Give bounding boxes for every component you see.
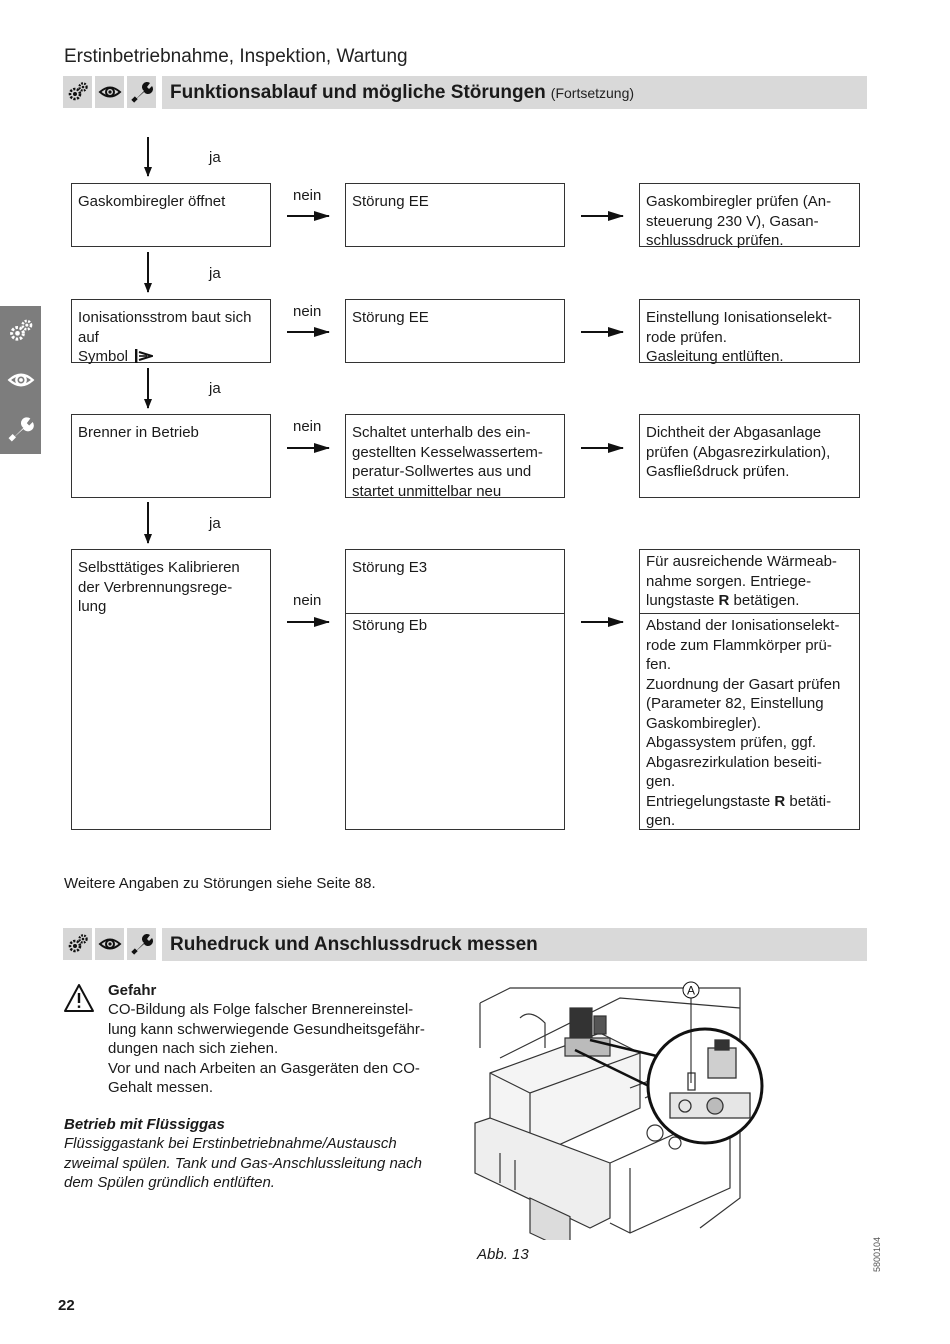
action-box: Dichtheit der Abgasanlage prüfen (Abgasrezirkulation), Gasfließdruck prüfen. <box>639 414 860 498</box>
reset-key-label: R <box>718 592 730 609</box>
action-box: Einstellung Ionisationselekt- rode prüfen. Gasleitung entlüften. <box>639 299 860 363</box>
action-text: Abstand der Ionisationselekt- rode zum Flammkörper prü- fen. Zuordnung der Gasart prüfen (Parameter 82, Einstellung Gaskombiregler). Abgassystem prüfen, ggf. Abgasrezirkulation beseiti- gen. Entriegelungstaste <box>646 617 841 810</box>
note-text: Weitere Angaben zu Störungen siehe Seite 88. <box>64 875 376 892</box>
chapter-title: Erstinbetriebnahme, Inspektion, Wartung <box>64 46 408 67</box>
no-label: nein <box>293 592 322 609</box>
lpg-heading: Betrieb mit Flüssiggas <box>64 1116 225 1133</box>
section2-header <box>162 928 867 961</box>
section2-title: Ruhedruck und Anschlussdruck messen <box>170 933 538 955</box>
flow-step-box <box>71 299 271 363</box>
action-box <box>639 613 860 830</box>
boiler-illustration <box>470 978 770 1240</box>
warning-heading: Gefahr <box>108 982 157 999</box>
wrench-icon <box>127 928 156 960</box>
action-text: betätigen. <box>729 592 800 609</box>
section2-icons <box>63 928 156 960</box>
eye-icon <box>95 928 124 960</box>
yes-label: ja <box>209 515 221 532</box>
no-label: nein <box>293 187 322 204</box>
flow-step-box: Gaskombiregler öffnet <box>71 183 271 247</box>
yes-label: ja <box>209 265 221 282</box>
figure-caption: Abb. 13 <box>477 1246 529 1263</box>
fault-box: Störung E3 <box>345 549 565 614</box>
flow-step-box: Brenner in Betrieb <box>71 414 271 498</box>
document-number: 5800104 <box>872 1236 882 1272</box>
action-box <box>639 549 860 614</box>
fault-box: Störung EE <box>345 299 565 363</box>
reset-key-label: R <box>774 792 786 810</box>
fault-box: Störung EE <box>345 183 565 247</box>
page-number: 22 <box>58 1297 75 1314</box>
warning-triangle-icon <box>63 983 95 1013</box>
yes-label: ja <box>209 149 221 166</box>
yes-label: ja <box>209 380 221 397</box>
action-text: Für ausreichende Wärmeab- nahme sorgen. Entriege- lungstaste <box>646 553 837 609</box>
warning-text: CO-Bildung als Folge falscher Brennereinstel- lung kann schwerwiegende Gesundheitsgefähr- dungen nach sich ziehen. Vor und nach Arbeiten an Gasgeräten den CO- Gehalt messen. <box>108 1001 425 1096</box>
section1-title: Funktionsablauf und mögliche Störungen <box>170 81 546 103</box>
gears-icon <box>63 928 92 960</box>
action-box: Gaskombiregler prüfen (An- steuerung 230 V), Gasan- schlussdruck prüfen. <box>639 183 860 247</box>
fault-box: Störung Eb <box>345 613 565 830</box>
no-label: nein <box>293 303 322 320</box>
flow-step-box: Selbsttätiges Kalibrieren der Verbrennungsrege- lung <box>71 549 271 830</box>
flow-step-text: Ionisationsstrom baut sich auf Symbol <box>78 309 252 365</box>
callout-label: A <box>686 983 696 998</box>
flame-symbol-icon <box>135 349 153 363</box>
no-label: nein <box>293 418 322 435</box>
lpg-text: Flüssiggastank bei Erstinbetriebnahme/Austausch zweimal spülen. Tank und Gas-Anschlussleitung nach dem Spülen gründlich entlüften. <box>64 1135 422 1191</box>
section1-subtitle: (Fortsetzung) <box>550 84 635 101</box>
action-text: betäti- gen. <box>646 792 832 829</box>
fault-box: Schaltet unterhalb des ein- gestellten Kesselwassertem- peratur-Sollwertes aus und startet unmittelbar neu <box>345 414 565 498</box>
